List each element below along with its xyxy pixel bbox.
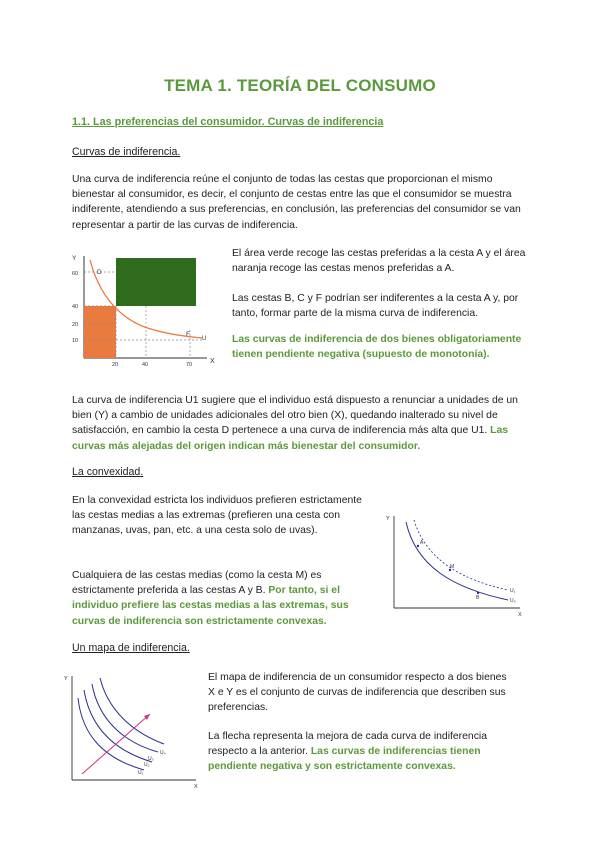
curvas-p1: El área verde recoge las cestas preferidas a la cesta A y el área naranja recoge las cestas menos preferidas a A. <box>232 248 526 275</box>
indifference-curve-u3 <box>92 684 158 752</box>
point-d: D <box>97 269 102 276</box>
indifference-figure-1 <box>62 250 222 370</box>
mapa-heading: Un mapa de indiferencia. <box>72 642 190 654</box>
curvas-heading: Curvas de indiferencia. <box>72 146 181 158</box>
x-axis-label: X <box>210 358 215 365</box>
preferred-area <box>116 258 196 306</box>
y-tick: 60 <box>72 271 79 277</box>
y-tick: 20 <box>72 322 79 328</box>
convexidad-p1: En la convexidad estricta los individuos prefieren estrictamente las cestas medias a las extremas (prefieren una cesta con manzanas, uvas, pan, etc. a una cesta solo de uvas). <box>72 495 362 537</box>
label-u2: U₂ <box>144 762 150 768</box>
label-u1: U₁ <box>510 588 516 594</box>
indifference-curve-u4 <box>100 678 164 744</box>
mapa-p2 <box>208 729 508 775</box>
y-tick: 10 <box>72 338 79 344</box>
indifference-curve-u2 <box>84 690 152 762</box>
label-u1: U₁ <box>138 770 144 776</box>
point-b: B <box>476 595 480 601</box>
x-axis-label: X <box>518 612 522 618</box>
point-m: M <box>450 564 455 570</box>
curvas-p3: Las curvas de indiferencia de dos bienes obligatoriamente tienen pendiente negativa (supuesto de monotonía). <box>232 334 522 361</box>
less-preferred-area <box>84 306 116 358</box>
convexidad-p2-highlight: Por tanto, si el individuo prefiere las cestas medias a las extremas, sus curvas de indiferencia son estrictamente convexas. <box>72 585 349 627</box>
page-title: TEMA 1. TEORÍA DEL CONSUMO <box>164 76 436 95</box>
indifference-curve-u1 <box>78 698 144 770</box>
curvas-intro: Una curva de indiferencia reúne el conjunto de todas las cestas que proporcionan el mismo bienestar al consumidor, es decir, el conjunto de cestas entre las que el consumidor se muestra indiferente, atendiendo a sus preferencias, en conclusión, las preferencias del consumidor se van representar a partir de las curvas de indiferencia. <box>72 174 521 231</box>
convexidad-p2 <box>72 568 372 629</box>
mapa-p1: El mapa de indiferencia de un consumidor respecto a dos bienes X e Y es el conjunto de curvas de indiferencia que describen sus preferencias. <box>208 672 507 714</box>
curvas-p4-text: La curva de indiferencia U1 sugiere que el individuo está dispuesto a renunciar a unidades de un bien (Y) a cambio de unidades adicionales del otro bien (X), quedando inalterado su nivel de satisfacción, en cambio la cesta D pertenece a una curva de indiferencia más alta que U1. <box>72 395 518 437</box>
y-axis-label: Y <box>72 255 77 262</box>
convexidad-p2-text: Cualquiera de las cestas medias (como la cesta M) es estrictamente preferida a las cestas A y B. <box>72 570 322 597</box>
x-tick: 70 <box>186 362 193 368</box>
curvas-p2: Las cestas B, C y F podrían ser indiferentes a la cesta A y, por tanto, formar parte de la misma curva de indiferencia. <box>232 293 519 320</box>
point-f: F <box>186 331 190 338</box>
y-axis-label: Y <box>386 516 390 522</box>
indifference-curve-u1 <box>414 520 508 590</box>
convexity-figure <box>382 510 528 618</box>
curvas-p4-highlight: Las curvas más alejadas del origen indican más bienestar del consumidor. <box>72 425 509 452</box>
x-tick: 20 <box>112 362 119 368</box>
mapa-p2-highlight: Las curvas de indiferencias tienen pendiente negativa y son estrictamente convexas. <box>208 746 481 773</box>
y-axis-label: Y <box>64 676 68 682</box>
label-u4: U₄ <box>160 750 166 756</box>
point-a: A <box>420 540 424 546</box>
point-c: C <box>144 319 149 326</box>
x-tick: 40 <box>142 362 149 368</box>
section-heading: 1.1. Las preferencias del consumidor. Curvas de indiferencia <box>72 116 384 128</box>
indifference-map-figure <box>60 670 206 790</box>
label-u0: U₀ <box>510 598 516 604</box>
y-tick: 40 <box>72 304 79 310</box>
mapa-p2-text: La flecha representa la mejora de cada curva de indiferencia respecto a la anterior. <box>208 731 487 758</box>
improvement-arrow <box>82 714 150 774</box>
convexidad-heading: La convexidad. <box>72 466 144 478</box>
label-u3: U₃ <box>148 756 154 762</box>
indifference-curve-u0 <box>406 522 508 600</box>
curvas-p4 <box>72 393 534 454</box>
x-axis-label: X <box>194 784 198 790</box>
curve-label: U <box>202 336 207 342</box>
